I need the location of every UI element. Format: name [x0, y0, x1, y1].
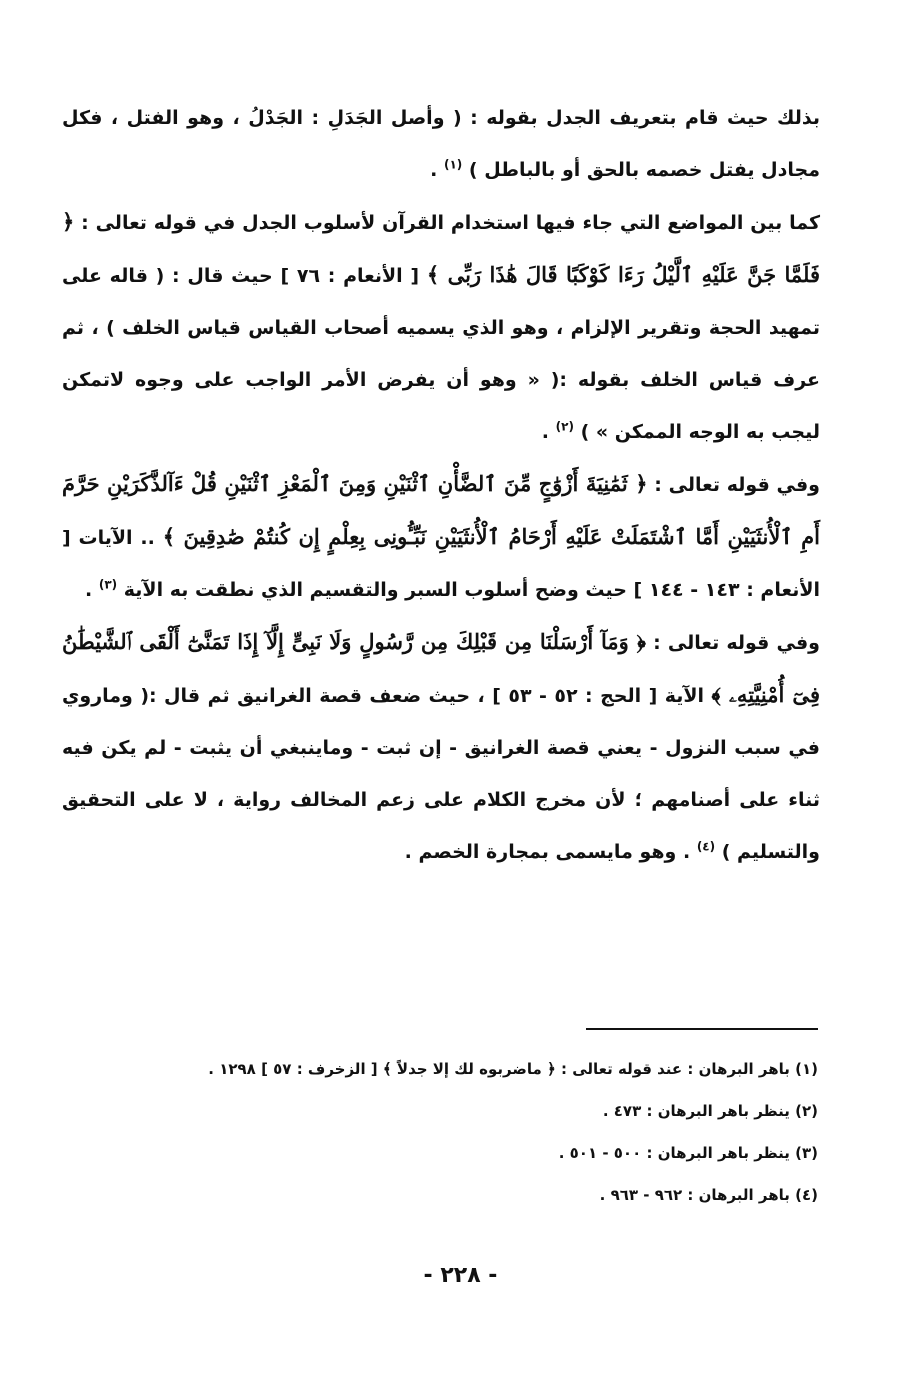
footnote-2: (٢) ينظر باهر البرهان : ٤٧٣ . [602, 1102, 818, 1120]
paragraph-1 [62, 92, 820, 196]
paragraph-text: الآية [ الحج : ٥٢ - ٥٣ ] ، حيث ضعف قصة الغرانيق ثم قال :( وماروي في سبب النزول - يعني قصة الغرانيق - إن ثبت - وماينبغي أن يثبت - لم يكن فيه ثناء على أصنامهم ؛ لأن مخرج الكلام على زعم المخالف رواية ، لا على التحقيق والتسليم ) [62, 685, 820, 863]
paragraph-intro: وفي قوله تعالى : [653, 632, 820, 654]
paragraph-end: . [541, 421, 550, 443]
quran-verse: ﴿ ثَمَٰنِيَةَ أَزْوَٰجٍ مِّنَ ٱلضَّأْنِ ٱثْنَيْنِ وَمِنَ ٱلْمَعْزِ ٱثْنَيْنِ قُلْ ءَآلذَّكَرَيْنِ حَرَّمَ أَمِ ٱلْأُنثَيَيْنِ أَمَّا ٱشْتَمَلَتْ عَلَيْهِ أَرْحَامُ ٱلْأُنثَيَيْنِ نَبِّـُٔونِى بِعِلْمٍ إِن كُنتُمْ صَٰدِقِينَ ﴾ [62, 471, 821, 549]
paragraph-end: . [85, 579, 93, 601]
paragraph-text: بذلك حيث قام بتعريف الجدل بقوله : ( وأصل الجَدَلِ : الجَدْلُ ، وهو الفتل ، فكل مجادل يفتل خصمه بالحق أو بالباطل ) [62, 107, 820, 181]
paragraph-4 [62, 616, 820, 878]
footnote-ref: (١) [443, 157, 463, 172]
paragraph-intro: كما بين المواضع التي جاء فيها استخدام القرآن لأسلوب الجدل في قوله تعالى : [81, 212, 820, 234]
footnote-4: (٤) باهر البرهان : ٩٦٢ - ٩٦٣ . [599, 1186, 818, 1204]
paragraph-end: . وهو مايسمى بمجارة الخصم . [404, 841, 691, 863]
paragraph-2 [62, 196, 820, 458]
footnote-3: (٣) ينظر باهر البرهان : ٥٠٠ - ٥٠١ . [558, 1144, 818, 1162]
quran-verse: ﴿ فَلَمَّا جَنَّ عَلَيْهِ ٱلَّيْلُ رَءَا كَوْكَبًا قَالَ هَٰذَا رَبِّى ﴾ [62, 209, 820, 287]
footnotes [130, 1048, 818, 1216]
quran-verse: ﴿ وَمَآ أَرْسَلْنَا مِن قَبْلِكَ مِن رَّسُولٍ وَلَا نَبِىٍّ إِلَّآ إِذَا تَمَنَّىٰٓ أَلْقَى ٱلشَّيْطَٰنُ فِىٓ أُمْنِيَّتِهِۦ ﴾ [62, 629, 820, 707]
paragraph-3 [62, 458, 820, 616]
footnote-divider [586, 1028, 818, 1030]
footnote-1: (١) باهر البرهان : عند قوله تعالى : ﴿ ماضربوه لك إلا جدلاً ﴾ [ الزخرف : ٥٧ ] ١٢٩٨ . [208, 1060, 818, 1078]
footnote-ref: (٣) [98, 577, 118, 592]
footnote-ref: (٢) [555, 419, 574, 434]
page-number: - ٢٢٨ - [423, 1263, 498, 1288]
paragraph-text: [ الأنعام : ٧٦ ] حيث قال : ( قاله على تمهيد الحجة وتقرير الإلزام ، وهو الذي يسميه أصحاب القياس قياس الخلف ) ، ثم عرف قياس الخلف بقوله :( « وهو أن يفرض الأمر الواجب على وجوه لاتمكن ليجب به الوجه الممكن » ) [62, 265, 820, 443]
paragraph-intro: وفي قوله تعالى : [654, 474, 820, 496]
paragraph-end: . [430, 159, 438, 181]
paragraph-text: .. الآيات [ الأنعام : ١٤٣ - ١٤٤ ] حيث وضح أسلوب السبر والتقسيم الذي نطقت به الآية [62, 527, 820, 601]
footnote-ref: (٤) [696, 839, 716, 854]
body-text [62, 92, 820, 878]
